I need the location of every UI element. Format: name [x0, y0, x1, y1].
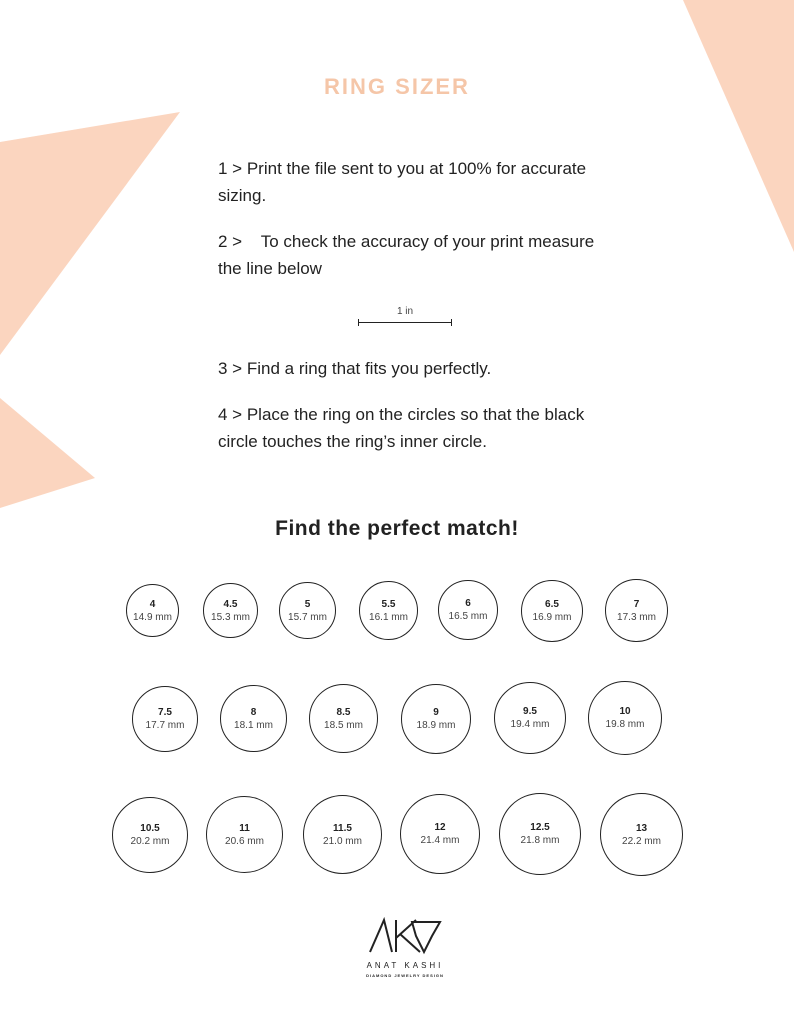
ring-circle	[521, 580, 583, 642]
step-number: 3 >	[218, 359, 243, 378]
ring-diameter: 17.3 mm	[617, 611, 656, 623]
right-triangle	[683, 0, 794, 252]
left-triangle-top	[0, 112, 180, 355]
brand-name: ANAT KASHI	[366, 961, 444, 970]
ring-diameter: 16.9 mm	[532, 612, 572, 623]
ring-diameter: 17.7 mm	[145, 720, 185, 731]
ring-circle	[206, 796, 283, 873]
ring-diameter: 18.9 mm	[416, 720, 456, 731]
ring-circle	[400, 794, 480, 874]
ring-diameter: 21.0 mm	[323, 835, 362, 847]
ring-size: 4	[149, 598, 156, 610]
ring-size: 11.5	[333, 822, 352, 834]
ring-size: 12.5	[530, 822, 550, 833]
ruler-tick-left	[358, 319, 359, 326]
ring-diameter: 16.1 mm	[369, 611, 408, 623]
ring-circle	[600, 793, 683, 876]
ring-size: 7.5	[158, 707, 172, 718]
step-4	[218, 401, 618, 455]
ring-diameter: 20.2 mm	[130, 836, 170, 847]
ring-circle	[588, 681, 662, 755]
ring-circle	[605, 579, 668, 642]
step-text: To check the accuracy of your print measure the line below	[218, 232, 595, 278]
ring-circle	[203, 583, 258, 638]
section-heading: Find the perfect match!	[275, 517, 519, 540]
ring-diameter: 21.8 mm	[520, 835, 560, 846]
ring-diameter: 20.6 mm	[225, 835, 264, 847]
ring-diameter: 19.8 mm	[605, 719, 645, 730]
ring-size: 8	[250, 706, 257, 718]
ruler-label: 1 in	[396, 306, 414, 317]
ring-circle	[279, 582, 336, 639]
ring-size: 5.5	[381, 598, 396, 610]
step-3	[218, 355, 618, 382]
ring-circle	[499, 793, 581, 875]
ring-size: 11	[239, 822, 250, 834]
ring-size: 9	[433, 707, 439, 718]
ring-size: 9.5	[523, 706, 537, 717]
ring-circle	[438, 580, 498, 640]
step-text: Print the file sent to you at 100% for accurate sizing.	[218, 159, 587, 205]
ring-diameter: 15.3 mm	[211, 611, 250, 623]
step-1	[218, 155, 618, 209]
ruler-tick-right	[451, 319, 452, 326]
ring-size: 4.5	[223, 598, 238, 610]
ring-size: 10	[619, 706, 631, 717]
ring-diameter: 19.4 mm	[510, 719, 550, 730]
ring-size: 8.5	[336, 706, 351, 718]
one-inch-ruler	[358, 306, 452, 330]
step-text: Place the ring on the circles so that the black circle touches the ring’s inner circle.	[218, 405, 585, 451]
ring-circle	[401, 684, 471, 754]
ring-diameter: 16.5 mm	[448, 611, 488, 622]
brand-tagline: DIAMOND JEWELRY DESIGN	[366, 973, 444, 978]
ring-size: 7	[633, 598, 640, 610]
ring-diameter: 15.7 mm	[288, 611, 327, 623]
step-number: 4 >	[218, 405, 243, 424]
ring-size: 6.5	[545, 599, 559, 610]
ring-circle	[494, 682, 566, 754]
page-title: RING SIZER	[324, 74, 470, 99]
ring-circle	[359, 581, 418, 640]
ring-size: 12	[434, 822, 446, 833]
ring-circle	[303, 795, 382, 874]
ruler-line	[358, 322, 452, 323]
ring-diameter: 14.9 mm	[133, 611, 172, 623]
ring-circle	[132, 686, 198, 752]
left-triangle-bottom	[0, 398, 95, 508]
ring-circle	[309, 684, 378, 753]
step-number: 2 >	[218, 232, 257, 251]
diamond-logo-icon	[362, 914, 448, 958]
ring-size: 6	[465, 598, 471, 609]
ring-circle	[112, 797, 188, 873]
ring-diameter: 18.1 mm	[234, 719, 273, 731]
ring-circle	[220, 685, 287, 752]
ring-diameter: 18.5 mm	[324, 719, 363, 731]
step-2	[218, 228, 618, 282]
ring-circle	[126, 584, 179, 637]
brand-logo	[362, 914, 448, 1014]
ring-size: 5	[304, 598, 311, 610]
ring-size: 10.5	[140, 823, 160, 834]
step-number: 1 >	[218, 159, 243, 178]
ring-diameter: 21.4 mm	[420, 835, 460, 846]
ring-diameter: 22.2 mm	[622, 835, 661, 847]
ring-size: 13	[635, 822, 648, 834]
step-text: Find a ring that fits you perfectly.	[246, 359, 492, 378]
